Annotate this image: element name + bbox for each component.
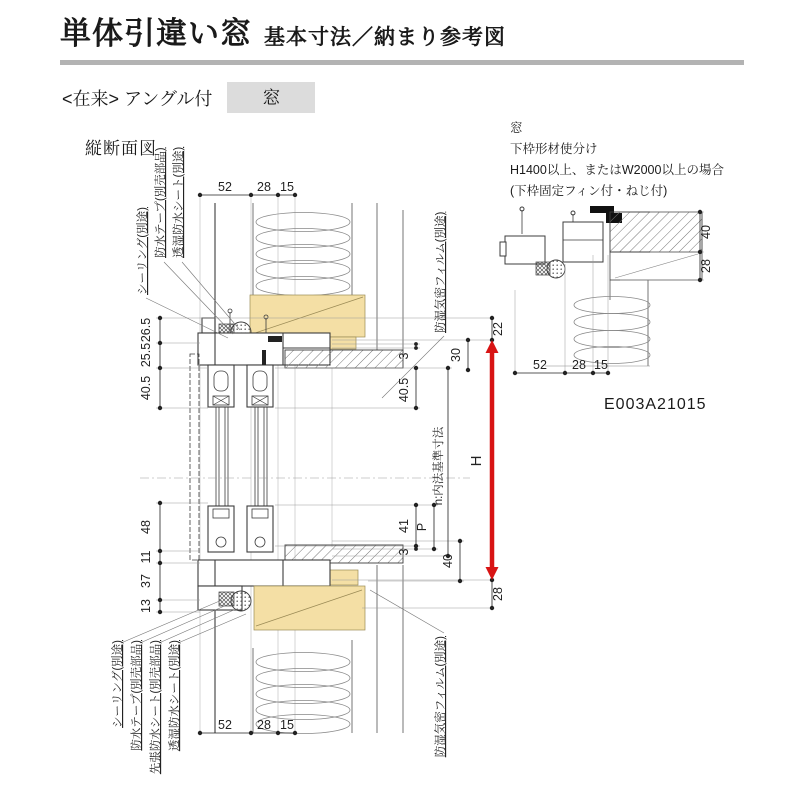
section-title: 縦断面図 bbox=[85, 139, 157, 158]
head-frame bbox=[198, 333, 403, 368]
detail-dim-40: 40 bbox=[699, 225, 713, 239]
dim-bottom-15: 15 bbox=[280, 718, 294, 732]
drawing-code: E003A21015 bbox=[604, 396, 707, 413]
label-sealing-bottom: シーリング(別途) bbox=[112, 640, 124, 728]
dim-left-11: 11 bbox=[139, 550, 153, 564]
label-pre-waterproof-sheet-bottom: 先張防水シート(別売部品) bbox=[150, 640, 162, 775]
detail-dim-15: 15 bbox=[594, 358, 608, 372]
label-sealing-top: シーリング(別途) bbox=[137, 207, 149, 295]
note-line: (下枠固定フィン付・ねじ付) bbox=[510, 184, 668, 198]
dim-right-3a: 3 bbox=[397, 352, 411, 360]
dim-bottom-28: 28 bbox=[257, 718, 271, 732]
dim-bottom-52: 52 bbox=[218, 718, 232, 732]
label-vapor-film-top: 防湿気密フィルム(別途) bbox=[435, 211, 447, 333]
detail-dim-b28: 28 bbox=[572, 358, 586, 372]
label-vapor-film-bottom: 防湿気密フィルム(別途) bbox=[435, 636, 447, 758]
main-section-drawing bbox=[140, 198, 470, 734]
note-line: 下枠形材使分け bbox=[510, 142, 598, 156]
dim-top-28: 28 bbox=[257, 180, 271, 194]
series-type-badge: 窓 bbox=[227, 82, 315, 113]
dim-left-26-5: 26.5 bbox=[139, 317, 153, 343]
detail-wall-hatch bbox=[610, 212, 702, 252]
label-breathable-sheet-top: 透湿防水シート(別途) bbox=[173, 146, 185, 258]
dim-right-22: 22 bbox=[491, 322, 505, 336]
dim-right-3b: 3 bbox=[397, 548, 411, 556]
dim-top-15: 15 bbox=[280, 180, 294, 194]
dim-right-41: 41 bbox=[397, 519, 411, 533]
detail-dim-28: 28 bbox=[699, 259, 713, 273]
dim-right-40-5: 40.5 bbox=[397, 377, 411, 403]
dim-left-40-5: 40.5 bbox=[139, 375, 153, 401]
detail-dim-52: 52 bbox=[533, 358, 547, 372]
detail-drawing bbox=[500, 206, 713, 375]
dim-label-h: H bbox=[468, 455, 485, 467]
dim-top-52: 52 bbox=[218, 180, 232, 194]
dim-left-37: 37 bbox=[139, 574, 153, 588]
dim-label-inner-height: h:内法基準寸法 bbox=[433, 426, 445, 506]
wood-sill bbox=[254, 586, 365, 630]
part-labels bbox=[110, 147, 447, 775]
dim-label-p: P bbox=[415, 522, 429, 532]
sealant-bead-bottom bbox=[231, 591, 251, 611]
note-line: H1400以上、またはW2000以上の場合 bbox=[510, 163, 724, 177]
detail-insulation bbox=[574, 297, 650, 364]
dim-right-28: 28 bbox=[491, 587, 505, 601]
insulation-top bbox=[256, 213, 350, 296]
dim-left-25-5: 25.5 bbox=[139, 342, 153, 368]
height-arrow bbox=[486, 340, 499, 580]
sash-outer bbox=[208, 365, 234, 552]
dim-left-48: 48 bbox=[139, 520, 153, 534]
series-label: <在来> アングル付 bbox=[62, 88, 213, 109]
sill-frame bbox=[198, 545, 403, 630]
note-line: 窓 bbox=[510, 121, 523, 135]
detail-frame bbox=[500, 206, 702, 366]
label-waterproof-tape-bottom: 防水テープ(別売部品) bbox=[131, 640, 143, 751]
dim-right-30: 30 bbox=[449, 348, 463, 362]
wall-top bbox=[202, 203, 403, 350]
dim-right-40: 40 bbox=[441, 554, 455, 568]
label-waterproof-tape-top: 防水テープ(別売部品) bbox=[155, 147, 167, 258]
page-title: 単体引違い窓 bbox=[60, 16, 252, 51]
page-subtitle: 基本寸法／納まり参考図 bbox=[264, 26, 506, 49]
head-interior-board bbox=[285, 350, 403, 368]
screen-rail bbox=[190, 354, 199, 560]
detail-sealant-bead bbox=[547, 260, 565, 278]
dim-left-13: 13 bbox=[139, 599, 153, 613]
label-breathable-sheet-bottom: 透湿防水シート(別途) bbox=[169, 640, 181, 752]
